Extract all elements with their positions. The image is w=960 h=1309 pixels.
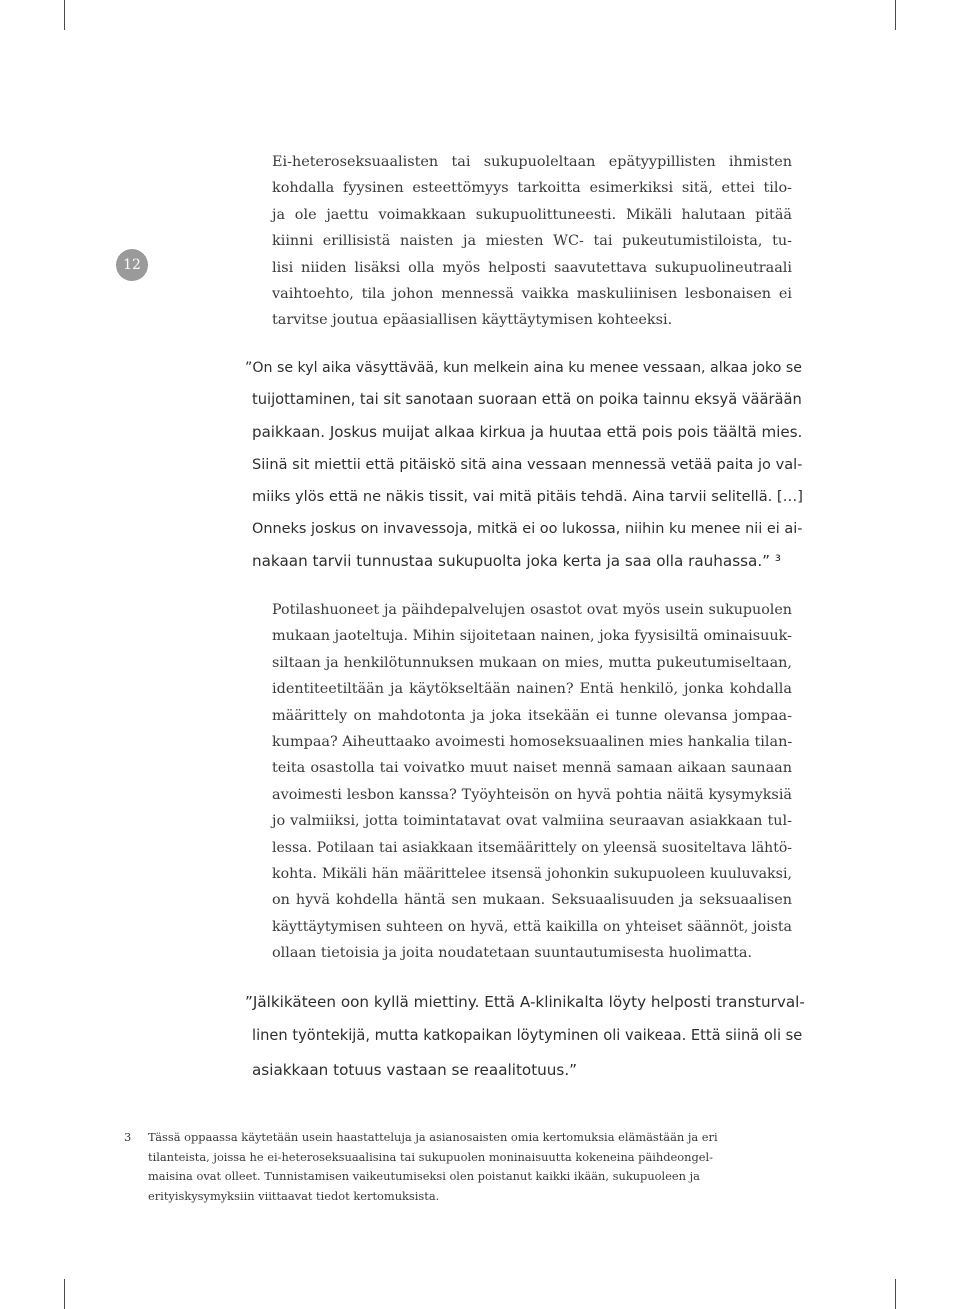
quote-line: nakaan tarvii tunnustaa sukupuolta joka kerta ja saa olla rauhassa.” ³: [252, 552, 781, 571]
crop-mark-bottom-right: [895, 1279, 896, 1309]
quote-clinic: [245, 985, 805, 1087]
text-line: on hyvä kohdella häntä sen mukaan. Seksuaalisuuden ja seksuaalisen: [272, 892, 792, 909]
page-number-badge: [116, 249, 148, 281]
quote-line: ”On se kyl aika väsyttävää, kun melkein aina ku menee vessaan, alkaa joko se: [245, 360, 803, 376]
quote-line: ”Jälkikäteen oon kyllä miettiny. Että A-klinikalta löyty helposti transturval-: [245, 993, 805, 1011]
quote-line: linen työntekijä, mutta katkopaikan löytyminen oli vaikeaa. Että siinä oli se: [252, 1027, 803, 1044]
text-line: Ei-heteroseksuaalisten tai sukupuoleltaan epätyypillisten ihmisten: [272, 154, 792, 170]
text-line: lisi niiden lisäksi olla myös helposti saavutettava sukupuolineutraali: [272, 259, 792, 276]
paragraph-accessibility: [272, 149, 792, 334]
footnote-line: Tässä oppaassa käytetään usein haastatteluja ja asianosaisten omia kertomuksia elämästään ja eri: [148, 1130, 718, 1144]
footnote-number: 3: [124, 1130, 132, 1144]
text-line: avoimesti lesbon kanssa? Työyhteisön on hyvä pohtia näitä kysymyksiä: [272, 786, 792, 803]
text-line: lessa. Potilaan tai asiakkaan itsemäärittely on yleensä suositeltava lähtö-: [272, 839, 792, 856]
text-line: ollaan tietoisia ja joita noudatetaan suuntautumisesta huolimatta.: [272, 945, 753, 962]
text-line: teita osastolla tai voivatko muut naiset mennä samaan aikaan saunaan: [272, 760, 792, 777]
quote-line: Onneks joskus on invavessoja, mitkä ei oo lukossa, niihin ku menee nii ei ai-: [252, 521, 803, 538]
quote-line: asiakkaan totuus vastaan se reaalitotuus.”: [252, 1061, 578, 1079]
text-line: ja ole jaettu voimakkaan sukupuolittuneesti. Mikäli halutaan pitää: [272, 206, 792, 223]
text-line: Potilashuoneet ja päihdepalvelujen osastot ovat myös usein sukupuolen: [272, 602, 792, 618]
text-line: siltaan ja henkilötunnuksen mukaan on mies, mutta pukeutumiseltaan,: [272, 654, 792, 671]
footnote-line: tilanteista, joissa he ei-heteroseksuaalisina tai sukupuolen moninaisuutta kokeneina päihdeongel-: [148, 1149, 713, 1164]
text-line: kohdalla fyysinen esteettömyys tarkoitta esimerkiksi sitä, ettei tilo-: [272, 180, 792, 197]
crop-mark-top-left: [64, 0, 65, 30]
crop-mark-bottom-left: [64, 1279, 65, 1309]
text-line: käyttäytymisen suhteen on hyvä, että kaikilla on yhteiset säännöt, joista: [272, 918, 792, 935]
text-line: identiteetiltään ja käytökseltään nainen? Entä henkilö, jonka kohdalla: [272, 681, 792, 698]
footnote-line: erityiskysymyksiin viittaavat tiedot kertomuksista.: [148, 1188, 440, 1203]
quote-line: Siinä sit miettii että pitäiskö sitä aina vessaan mennessä vetää paita jo val-: [252, 455, 803, 473]
text-line: tarvitse joutua epäasiallisen käyttäytymisen kohteeksi.: [272, 312, 673, 329]
page-number: 12: [123, 257, 141, 273]
quote-toilet: [245, 352, 805, 577]
quote-line: miiks ylös että ne näkis tissit, vai mitä pitäis tehdä. Aina tarvii selitellä. […]: [252, 487, 803, 505]
text-line: mukaan jaoteltuja. Mihin sijoitetaan nainen, joka fyysisiltä ominaisuuk-: [272, 628, 792, 645]
text-line: kumpaa? Aiheuttaako avoimesti homoseksuaalinen mies hankalia tilan-: [272, 734, 793, 751]
paragraph-wards: [272, 597, 792, 967]
text-line: kiinni erillisistä naisten ja miesten WC- tai pukeutumistiloista, tu-: [272, 233, 792, 250]
text-line: kohta. Mikäli hän määrittelee itsensä johonkin sukupuoleen kuuluvaksi,: [272, 866, 792, 883]
text-line: jo valmiiksi, jotta toimintatavat ovat valmiina seuraavan asiakkaan tul-: [272, 813, 792, 830]
footnote-text: [148, 1128, 774, 1206]
quote-line: tuijottaminen, tai sit sanotaan suoraan että on poika tainnu eksyä väärään: [252, 391, 802, 409]
text-line: vaihtoehto, tila johon mennessä vaikka maskuliinisen lesbonaisen ei: [272, 286, 792, 303]
text-line: määrittely on mahdotonta ja joka itsekään ei tunne olevansa jompaa-: [272, 707, 792, 724]
footnote-line: maisina ovat olleet. Tunnistamisen vaikeutumiseksi olen poistanut kaikki ikään, sukupuoleen ja: [148, 1169, 700, 1184]
quote-line: paikkaan. Joskus muijat alkaa kirkua ja huutaa että pois pois täältä mies.: [252, 423, 803, 442]
crop-mark-top-right: [895, 0, 896, 30]
